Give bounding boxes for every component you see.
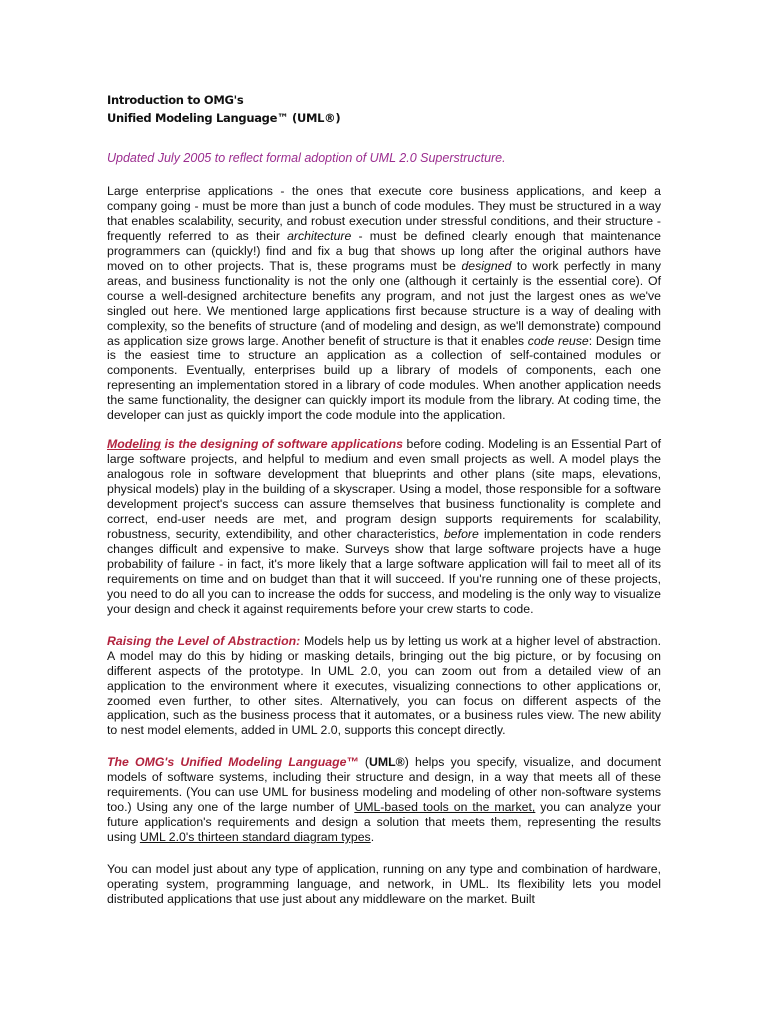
uml-lead: The OMG's Unified Modeling Language™ [107,755,359,770]
modeling-link[interactable]: Modeling [107,437,161,452]
title-line-2: Unified Modeling Language™ (UML®) [107,111,341,125]
uml-tools-link[interactable]: UML-based tools on the market, [354,800,536,815]
update-note: Updated July 2005 to reflect formal adoption of UML 2.0 Superstructure. [107,151,506,165]
paragraph-uml: The OMG's Unified Modeling Language™ (UML®) helps you specify, visualize, and document models of software systems, including their structure and design, in a way that meets all of these requirements. (You can use UML for business modeling and modeling of other non-software systems too.) Using any one of the large number of UML-based tools on the market, you can analyze your future application's requirements and design a solution that meets them, representing the results using UML 2.0's thirteen standard diagram types. [107,755,661,845]
emphasis-code-reuse: code reuse [527,333,589,348]
title-line-1: Introduction to OMG's [107,93,244,107]
uml-bold: UML® [369,755,405,770]
paragraph-flexibility: You can model just about any type of application, running on any type and combination of hardware, operating system, programming language, and network, in UML. Its flexibility lets you model distributed applications that use just about any middleware on the market. Built [107,862,661,906]
document-title [107,91,661,127]
emphasis-designed: designed [461,258,512,273]
paragraph-abstraction: Raising the Level of Abstraction: Models help us by letting us work at a higher level of abstraction. A model may do this by hiding or masking details, bringing out the big picture, or by focusing on different aspects of the prototype. In UML 2.0, you can zoom out from a detailed view of an application to the environment where it executes, visualizing connections to other applications or, zoomed even further, to other sites. Alternatively, you can focus on different aspects of the application, such as the business process that it automates, or a business rules view. The new ability to nest model elements, added in UML 2.0, supports this concept directly. [107,633,662,738]
paragraph-architecture: Large enterprise applications - the ones that execute core business applications, and keep a company going - must be more than just a bunch of code modules. They must be structured in a way that enables scalability, security, and robust execution under stressful conditions, and their structure - frequently referred to as their architecture - must be defined clearly enough that maintenance programmers can (quickly!) find and fix a bug that shows up long after the original authors have moved on to other projects. That is, these programs must be designed to work perfectly in many areas, and business functionality is not the only one (although it certainly is the essential core). Of course a well-designed architecture benefits any program, and not just the largest ones as we've singled out here. We mentioned large applications first because structure is a way of dealing with complexity, so the benefits of structure (and of modeling and design, as we'll demonstrate) compound as application size grows large. Another benefit of structure is that it enables code reuse: Design time is the easiest time to structure an application as a collection of self-contained modules or components. Eventually, enterprises build up a library of models of components, each one representing an implementation stored in a library of code modules. When another application needs the same functionality, the designer can quickly import its module from the library. At coding time, the developer can just as quickly import the code module into the application. [107,184,661,423]
emphasis-architecture: architecture [287,228,352,243]
abstraction-lead: Raising the Level of Abstraction: [107,633,301,648]
emphasis-before: before [443,526,479,541]
modeling-lead: is the designing of software applications [160,437,403,452]
uml-diagram-types-link[interactable]: UML 2.0's thirteen standard diagram types [139,830,371,845]
paragraph-modeling: Modeling is the designing of software applications before coding. Modeling is an Essential Part of large software projects, and helpful to medium and even small projects as well. A model plays the analogous role in software development that blueprints and other plans (site maps, elevations, physical models) play in the building of a skyscraper. Using a model, those responsible for a software development project's success can assure themselves that business functionality is complete and correct, end-user needs are met, and program design supports requirements for scalability, robustness, security, extendibility, and other characteristics, before implementation in code renders changes difficult and expensive to make. Surveys show that large software projects have a huge probability of failure - in fact, it's more likely that a large software application will fail to meet all of its requirements on time and on budget than that it will succeed. If you're running one of these projects, you need to do all you can to increase the odds for success, and modeling is the only way to visualize your design and check it against requirements before your crew starts to code. [107,437,661,616]
